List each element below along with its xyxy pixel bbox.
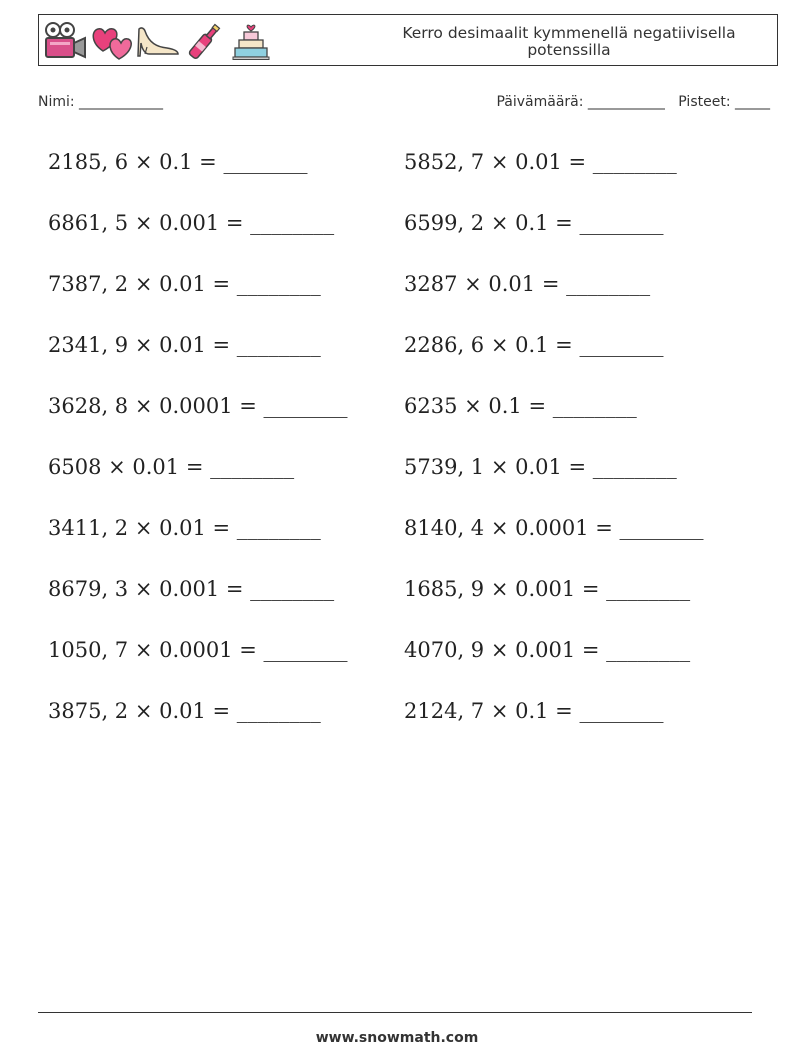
problem-right-1: 5852, 7 × 0.01 = ________	[404, 150, 677, 174]
problem-right-6: 5739, 1 × 0.01 = ________	[404, 455, 677, 479]
problem-left-8: 8679, 3 × 0.001 = ________	[48, 577, 335, 601]
wedding-cake-icon	[229, 21, 273, 61]
score-field-label: Pisteet: _____	[678, 94, 770, 110]
problem-right-4: 2286, 6 × 0.1 = ________	[404, 333, 664, 357]
date-field-label: Päivämäärä: ___________	[496, 94, 665, 110]
footer-url[interactable]: www.snowmath.com	[315, 1030, 479, 1046]
high-heel-shoe-icon	[135, 21, 181, 61]
worksheet-title: Kerro desimaalit kymmenellä negatiivisella potenssilla	[402, 24, 736, 59]
hearts-icon	[89, 21, 133, 61]
date-score-labels	[496, 94, 770, 110]
problem-left-1: 2185, 6 × 0.1 = ________	[48, 150, 308, 174]
problem-left-5: 3628, 8 × 0.0001 = ________	[48, 394, 348, 418]
footer-divider	[38, 1012, 752, 1013]
problem-right-5: 6235 × 0.1 = ________	[404, 394, 637, 418]
problem-right-10: 2124, 7 × 0.1 = ________	[404, 699, 664, 723]
problem-right-7: 8140, 4 × 0.0001 = ________	[404, 516, 704, 540]
problem-left-3: 7387, 2 × 0.01 = ________	[48, 272, 321, 296]
problem-left-6: 6508 × 0.01 = ________	[48, 455, 295, 479]
problem-left-7: 3411, 2 × 0.01 = ________	[48, 516, 321, 540]
problem-right-3: 3287 × 0.01 = ________	[404, 272, 651, 296]
problem-left-2: 6861, 5 × 0.001 = ________	[48, 211, 335, 235]
problem-right-9: 4070, 9 × 0.001 = ________	[404, 638, 691, 662]
problem-left-4: 2341, 9 × 0.01 = ________	[48, 333, 321, 357]
problem-left-9: 1050, 7 × 0.0001 = ________	[48, 638, 348, 662]
film-camera-icon	[43, 21, 87, 61]
problem-left-10: 3875, 2 × 0.01 = ________	[48, 699, 321, 723]
name-field-label: Nimi: ____________	[38, 94, 164, 110]
header-box	[38, 14, 778, 66]
problem-right-2: 6599, 2 × 0.1 = ________	[404, 211, 664, 235]
problem-right-8: 1685, 9 × 0.001 = ________	[404, 577, 691, 601]
icon-strip	[43, 18, 273, 64]
champagne-bottle-icon	[183, 21, 227, 61]
